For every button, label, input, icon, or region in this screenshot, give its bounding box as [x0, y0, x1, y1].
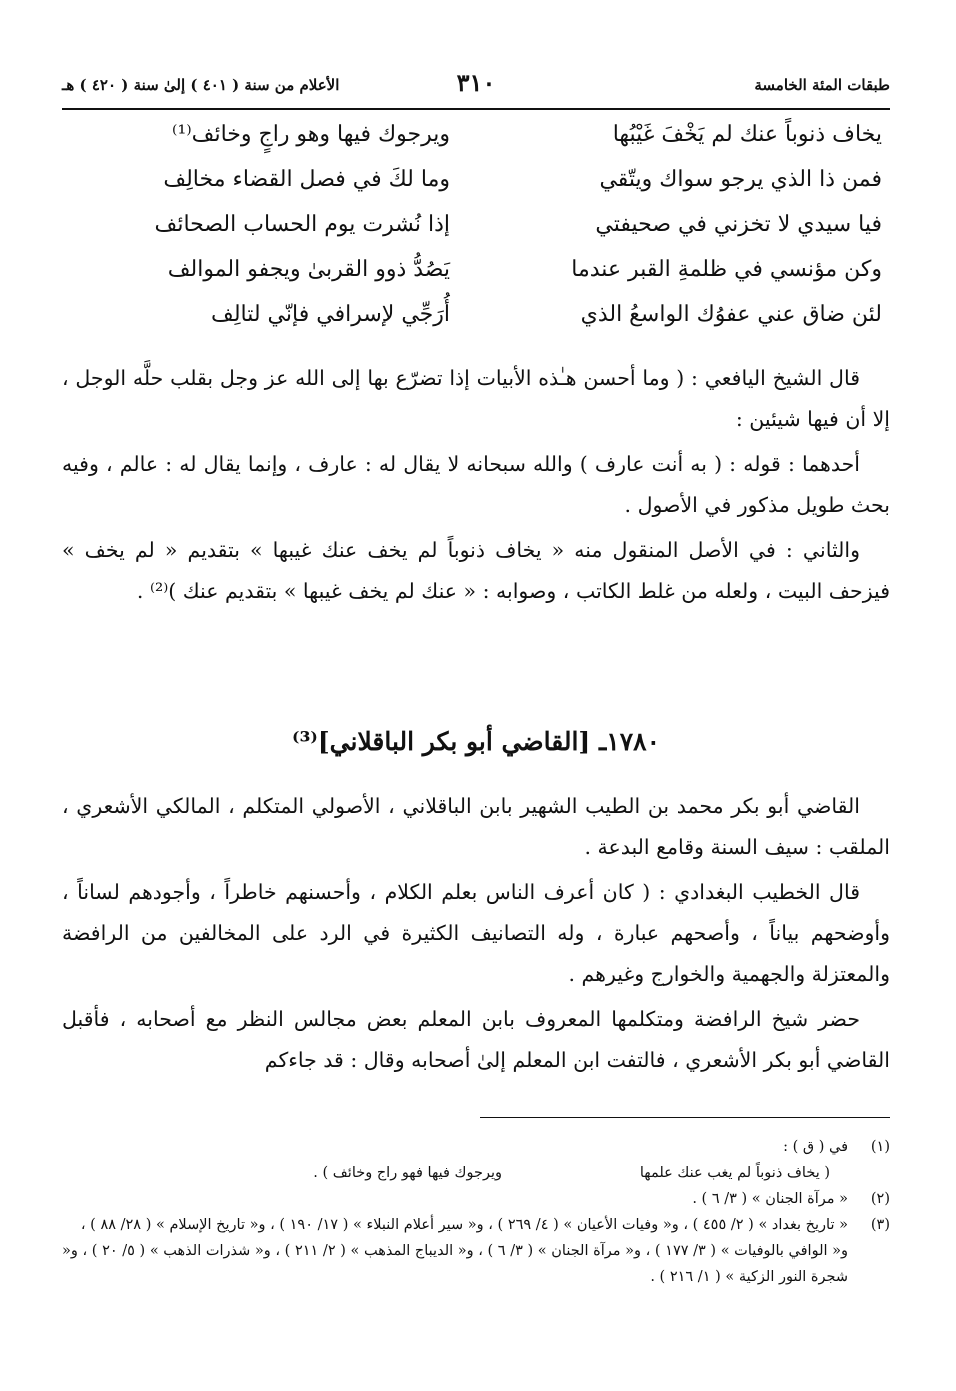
footnote-verse-first: ( يخاف ذنوباً لم يغب عنك علمها: [639, 1165, 830, 1181]
footnote-number: (٣): [870, 1217, 890, 1233]
footnote-2: [62, 1186, 890, 1212]
biography-body: [62, 786, 890, 1081]
poem-verse: [80, 257, 882, 302]
commentary: [62, 358, 890, 612]
footnotes: [62, 1134, 890, 1290]
footnote-number: (١): [870, 1139, 890, 1155]
header-rule: [62, 108, 890, 110]
running-title: طبقات المئة الخامسة: [754, 76, 890, 94]
footnote-text: « مرآة الجنان » ( ٣/ ٦ ) .: [692, 1191, 848, 1207]
paragraph: قال الخطيب البغدادي : ( كان أعرف الناس بعلم الكلام ، وأحسنهم خاطراً ، وأجودهم لساناً ، وأوضحهم بياناً ، وأصحهم عبارة ، وله التصانيف الكثيرة في الرد على المخالفين من الرافضة والمعتزلة والجهمية والخوارج وغيرهم .: [62, 880, 890, 986]
footnote-verse-second: ويرجوك فيها فهو راج وخائف ) .: [313, 1165, 502, 1181]
verse-first-hemistich: يخاف ذنوباً عنك لم يَخْفَ غَيْبُها: [612, 122, 882, 147]
footnote-1: [62, 1134, 890, 1160]
footnote-verse: [62, 1160, 890, 1186]
paragraph: القاضي أبو بكر محمد بن الطيب الشهير بابن الباقلاني ، الأصولي المتكلم ، المالكي الأشعري ، الملقب : سيف السنة وقامع البدعة .: [62, 794, 890, 859]
page-number: ٣١٠: [456, 68, 496, 97]
period-title: الأعلام من سنة ( ٤٠١ ) إلىٰ سنة ( ٤٢٠ ) هـ: [62, 76, 340, 94]
footnote-text: « تاريخ بغداد » ( ٢/ ٤٥٥ ) ، و« وفيات الأعيان » ( ٤/ ٢٦٩ ) ، و« سير أعلام النبلاء » ( ١٧/ ١٩٠ ) ، و« تاريخ الإسلام » ( ٢٨/ ٨٨ ) ، و« الوافي بالوفيات » ( ٣/ ١٧٧ ) ، و« مرآة الجنان » ( ٣/ ٦ ) ، و« الديباج المذهب » ( ٢/ ٢١١ ) ، و« شذرات الذهب » ( ٥/ ٢٠ ) ، و« شجرة النور الزكية » ( ١/ ٢١٦ ) .: [62, 1217, 848, 1285]
footnote-text: في ( ق ) :: [783, 1139, 848, 1155]
poem-verse: [80, 212, 882, 257]
paragraph: قال الشيخ اليافعي : ( وما أحسن هـٰذه الأبيات إذا تضرّع بها إلى الله عز وجل بقلب حلَّه الوجل ، إلا أن فيها شيئين :: [62, 366, 890, 431]
footnote-3: [62, 1212, 890, 1290]
poem-verse: [80, 302, 882, 347]
footnote-number: (٢): [870, 1191, 890, 1207]
verse-second-hemistich: إذا نُشرت يوم الحساب الصحائف: [154, 212, 450, 237]
footnote-rule: [480, 1117, 890, 1118]
poem: [80, 122, 882, 347]
paragraph: حضر شيخ الرافضة ومتكلمها المعروف بابن المعلم بعض مجالس النظر مع أصحابه ، فأقبل القاضي أبو بكر الأشعري ، فالتفت ابن المعلم إلىٰ أصحابه وقال : قد جاءكم: [62, 1007, 890, 1072]
verse-first-hemistich: فيا سيدي لا تخزني في صحيفتي: [595, 212, 882, 237]
verse-second-hemistich: ويرجوك فيها وهو راجٍ وخائف⁽¹⁾: [172, 122, 450, 147]
verse-second-hemistich: وما لكَ في فصل القضاء مخالِف: [163, 167, 450, 192]
poem-verse: [80, 122, 882, 167]
paragraph: والثاني : في الأصل المنقول منه « يخاف ذنوباً لم يخف عنك غيبها » بتقديم « لم يخف » فيزحف البيت ، ولعله من غلط الكاتب ، وصوابه : « عنك لم يخف غيبها » بتقديم عنك )⁽²⁾ .: [62, 538, 890, 603]
verse-second-hemistich: أُرَجِّي لإسرافي فإنّي لتالِف: [211, 302, 450, 327]
page-header: [62, 66, 890, 106]
verse-first-hemistich: لئن ضاق عني عفوُك الواسعُ الذي: [580, 302, 882, 327]
verse-first-hemistich: فمن ذا الذي يرجو سواك ويتّقي: [599, 167, 882, 192]
poem-verse: [80, 167, 882, 212]
verse-second-hemistich: يَصُدُّ ذوو القربىٰ ويجفو الموالف: [167, 257, 450, 282]
paragraph: أحدهما : قوله : ( به أنت عارف ) والله سبحانه لا يقال له : عارف ، وإنما يقال له : عالم ، وفيه بحث طويل مذكور في الأصول .: [62, 452, 890, 517]
biography-title: ١٧٨٠ـ [القاضي أبو بكر الباقلاني]⁽³⁾: [291, 727, 661, 756]
verse-first-hemistich: وكن مؤنسي في ظلمةِ القبر عندما: [571, 257, 882, 282]
